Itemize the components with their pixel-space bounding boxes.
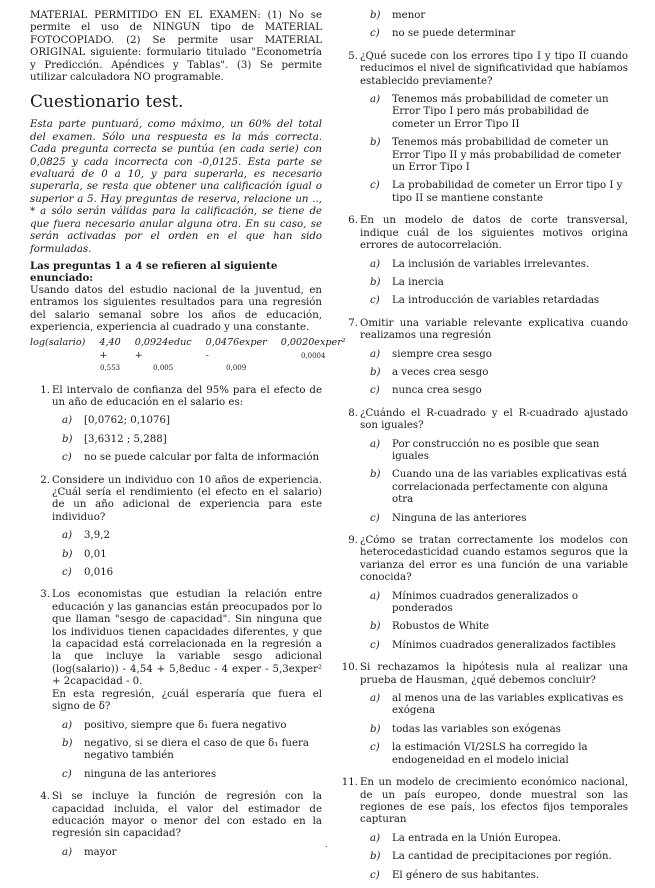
- question-text: El intervalo de confianza del 95% para el efecto de un año de educación en el salario es:: [52, 384, 322, 408]
- left-column: [30, 10, 346, 865]
- option[interactable]: c) La introducción de variables retardadas: [370, 295, 600, 307]
- option[interactable]: a) siempre crea sesgo: [370, 348, 492, 360]
- option[interactable]: c) no se puede determinar: [370, 28, 516, 40]
- question-text: Si se incluye la función de regresión con la capacidad incluida, el valor del estimador de educación mayor o menor del con estado en la regresión sin capacidad?: [52, 791, 322, 840]
- option[interactable]: c) la estimación VI/2SLS ha corregido la endogeneidad en el modelo inicial: [370, 742, 588, 766]
- option[interactable]: c) Ninguna de las anteriores: [370, 512, 527, 524]
- option[interactable]: c) Mínimos cuadrados generalizados factibles: [370, 639, 616, 651]
- option[interactable]: a) La entrada en la Unión Europea.: [370, 832, 562, 844]
- option[interactable]: b) Tenemos más probabilidad de cometer un Error Tipo II y más probabilidad de cometer un Error Tipo I: [370, 137, 621, 174]
- option[interactable]: c) La probabilidad de cometer un Error tipo I y tipo II se mantiene constante: [370, 180, 623, 204]
- option[interactable]: b) Cuando una de las variables explicativas está correlacionada perfectamente con alguna otra: [370, 469, 627, 506]
- question: [338, 318, 628, 398]
- option[interactable]: b) [3,6312 ; 5,288]: [62, 433, 167, 445]
- option[interactable]: b) a veces crea sesgo: [370, 366, 489, 378]
- question-text: Si rechazamos la hipótesis nula al realizar una prueba de Hausman, ¿qué debemos concluir?: [360, 662, 628, 686]
- option[interactable]: b) La inercia: [370, 276, 444, 288]
- question-extra: En esta regresión, ¿cuál esperaría que fuera el signo de δ?: [52, 688, 322, 713]
- question-number: 4.: [40, 791, 50, 803]
- option[interactable]: a) Mínimos cuadrados generalizados o ponderados: [370, 590, 578, 615]
- option[interactable]: c) 0,016: [62, 567, 114, 579]
- regression-equation: [30, 337, 346, 374]
- question-number: 6.: [348, 215, 358, 227]
- q4-continued-options: [338, 10, 628, 41]
- reg-term: 0,0476exper - 0,009: [205, 337, 267, 373]
- question: [30, 385, 322, 465]
- question: [338, 51, 628, 205]
- question-number: 8.: [348, 407, 358, 419]
- question-number: 5.: [348, 50, 358, 62]
- intro-text: Usando datos del estudio nacional de la juventud, en entramos los siguientes resultados para una regresión del salario semanal sobre los años de educación, experiencia, experiencia al cuadrado y una constante.: [30, 284, 322, 333]
- question-text: Los economistas que estudian la relación entre educación y las ganancias están preocupados por lo que llaman "sesgo de capacidad". Sin ninguna que los individuos tienen capacidades diferentes, y que la capacidad está correlacionada en la regresión a la que incluye la variable sesgo adicional (log(salario)) - 4,54 + 5,8educ - 4 exper - 5,3exper² + 2capacidad - 0.: [52, 589, 322, 688]
- intro-heading: Las preguntas 1 a 4 se refieren al siguiente enunciado:: [30, 259, 278, 285]
- question-text: En un modelo de datos de corte transversal, indique cuál de los siguientes motivos origina errores de autocorrelación.: [360, 215, 628, 252]
- question: [338, 408, 628, 525]
- option[interactable]: b) negativo, si se diera el caso de que δ₁ fuera negativo también: [62, 737, 309, 762]
- right-column: [338, 10, 628, 888]
- option[interactable]: b) todas las variables son exógenas: [370, 723, 561, 735]
- question-text: En un modelo de crecimiento económico nacional, de un país europeo, donde muestral son las regiones de ese país, los efectos fijos temporales capturan: [360, 777, 628, 826]
- exam-header: MATERIAL PERMITIDO EN EL EXAMEN: (1) No se permite el uso de NINGUN tipo de MATERIAL FOTOCOPIADO. (2) Se permite usar MATERIAL ORIGINAL siguiente: formulario titulado "Econometría y Predicción. Apéndices y Tablas". (3) Se permite utilizar calculadora NO programable.: [30, 10, 322, 84]
- question-text: ¿Cómo se tratan correctamente los modelos con heterocedasticidad cuando estamos seguros que la varianza del error es una función de una variable conocida?: [360, 535, 628, 584]
- question-number: 11.: [341, 777, 358, 789]
- question-number: 2.: [40, 474, 50, 486]
- reg-term: log(salario): [30, 337, 86, 349]
- option[interactable]: a) Por construcción no es posible que sean iguales: [370, 438, 600, 462]
- question: [338, 535, 628, 652]
- option[interactable]: a) al menos una de las variables explicativas es exógena: [370, 693, 624, 717]
- reg-term: 4,40 + 0,553: [99, 337, 121, 373]
- option[interactable]: c) nunca crea sesgo: [370, 385, 482, 397]
- question-number: 10.: [341, 662, 358, 674]
- option[interactable]: b) menor: [370, 10, 426, 21]
- instructions: Esta parte puntuará, como máximo, un 60% del total del examen. Sólo una respuesta es la más correcta. Cada pregunta correcta se puntúa (en cada serie) con 0,0825 y cada incorrecta con -0,0125. Esta parte se evaluará de 0 a 10, y para superarla, es necesario superarla, se resta que obtener una calificación igual o superior a 5. Hay preguntas de reserva, relacione un .., * a sólo serán válidas para la calificación, se tiene de que fuera necesario anular alguna otra. En su caso, se serán activadas por el orden en el que han sido formuladas.: [30, 119, 322, 255]
- option[interactable]: a) [0,0762; 0,1076]: [62, 415, 170, 427]
- reg-term: 0,0924educ + 0,005: [134, 337, 192, 373]
- option[interactable]: c) El género de sus habitantes.: [370, 869, 540, 881]
- option[interactable]: a) positivo, siempre que δ₁ fuera negativo: [62, 719, 287, 731]
- option[interactable]: c) no se puede calcular por falta de información: [62, 452, 320, 464]
- page-mark: .: [325, 840, 328, 849]
- question: [30, 589, 322, 781]
- question: [338, 777, 628, 882]
- question: [30, 475, 322, 580]
- option[interactable]: a) La inclusión de variables irrelevantes.: [370, 258, 590, 270]
- option[interactable]: c) ninguna de las anteriores: [62, 768, 217, 780]
- reg-term: 0,0020exper² 0,0004: [280, 337, 346, 360]
- option[interactable]: b) 0,01: [62, 548, 107, 560]
- question-text: Considere un individuo con 10 años de experiencia. ¿Cuál sería el rendimiento (el efecto en el salario) de un año adicional de experiencia para este individuo?: [52, 474, 322, 523]
- question-number: 7.: [348, 317, 358, 329]
- question: [30, 791, 322, 859]
- question-number: 3.: [40, 589, 50, 601]
- question: [338, 215, 628, 307]
- section-title: Cuestionario test.: [30, 92, 184, 113]
- question-text: ¿Qué sucede con los errores tipo I y tipo II cuando reducimos el nivel de significatividad que habíamos establecido previamente?: [360, 50, 628, 87]
- question-number: 1.: [40, 384, 50, 396]
- option[interactable]: a) mayor: [62, 846, 117, 858]
- question-text: ¿Cuándo el R-cuadrado y el R-cuadrado ajustado son iguales?: [360, 407, 628, 432]
- option[interactable]: b) Robustos de White: [370, 621, 490, 633]
- option[interactable]: b) La cantidad de precipitaciones por región.: [370, 851, 612, 863]
- question-text: Omitir una variable relevante explicativa cuando realizamos una regresión: [360, 317, 628, 342]
- option[interactable]: a) 3,9,2: [62, 530, 110, 542]
- question: [338, 662, 628, 767]
- question-number: 9.: [348, 535, 358, 546]
- option[interactable]: a) Tenemos más probabilidad de cometer un Error Tipo I pero más probabilidad de cometer un Error Tipo II: [370, 94, 609, 130]
